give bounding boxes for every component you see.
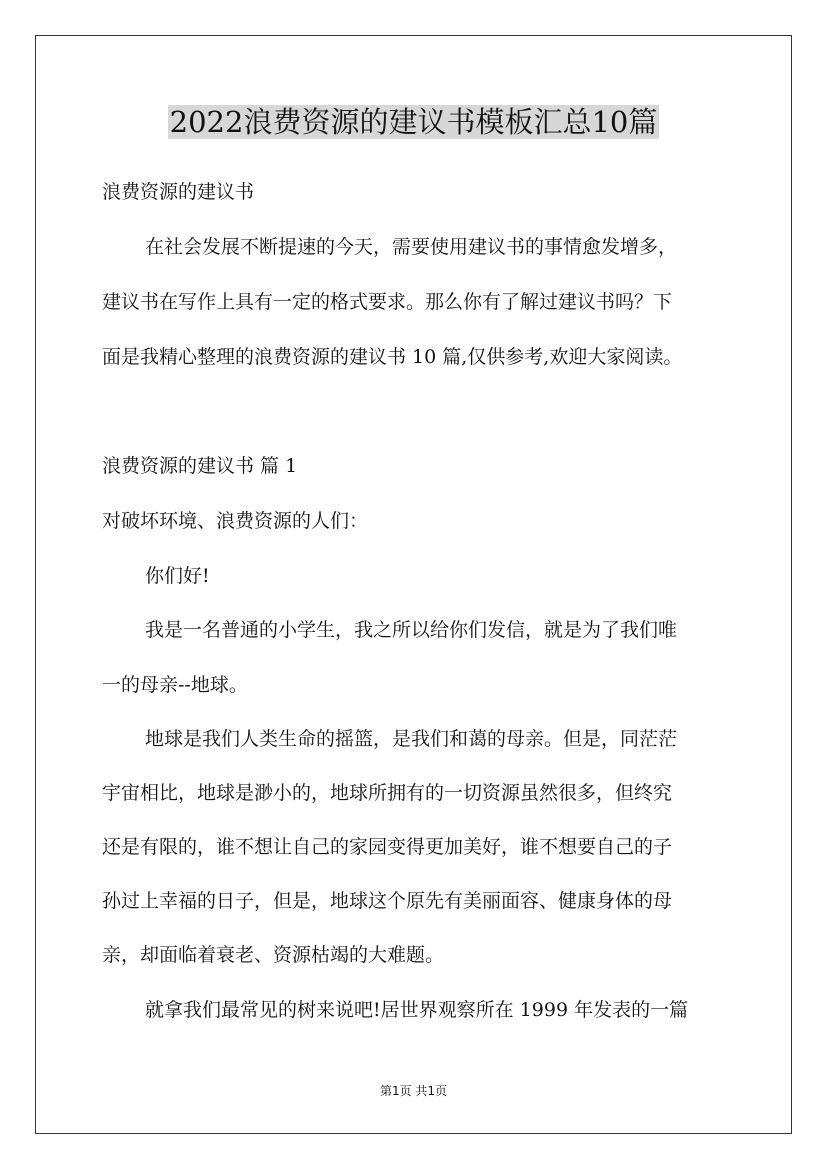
document-title: [0, 100, 827, 144]
section-heading: 浪费资源的建议书: [102, 181, 255, 203]
paragraph-line: 就拿我们最常见的树来说吧!居世界观察所在 1999 年发表的一篇: [145, 999, 689, 1021]
greeting: 你们好!: [145, 565, 210, 587]
paragraph-line: 还是有限的，谁不想让自己的家园变得更加美好，谁不想要自己的子: [102, 836, 673, 858]
paragraph-line: 地球是我们人类生命的摇篮，是我们和蔼的母亲。但是，同茫茫: [145, 728, 678, 750]
paragraph-line: 孙过上幸福的日子，但是，地球这个原先有美丽面容、健康身体的母: [102, 890, 673, 912]
paragraph-line: 在社会发展不断提速的今天，需要使用建议书的事情愈发增多，: [145, 236, 678, 258]
paragraph-line: 亲，却面临着衰老、资源枯竭的大难题。: [102, 944, 445, 966]
paragraph-line: 我是一名普通的小学生，我之所以给你们发信，就是为了我们唯: [145, 619, 678, 641]
paragraph-line: 面是我精心整理的浪费资源的建议书 10 篇,仅供参考,欢迎大家阅读。: [102, 346, 683, 368]
section-heading: 浪费资源的建议书 篇 1: [102, 455, 298, 477]
paragraph-line: 宇宙相比，地球是渺小的，地球所拥有的一切资源虽然很多，但终究: [102, 782, 673, 804]
salutation: 对破坏环境、浪费资源的人们：: [102, 510, 369, 532]
page-number-footer: 第1页 共1页: [379, 1084, 448, 1098]
document-title-text: 2022浪费资源的建议书模板汇总10篇: [169, 105, 658, 139]
paragraph-line: 建议书在写作上具有一定的格式要求。那么你有了解过建议书吗？下: [102, 291, 673, 313]
paragraph-line: 一的母亲--地球。: [102, 674, 248, 696]
